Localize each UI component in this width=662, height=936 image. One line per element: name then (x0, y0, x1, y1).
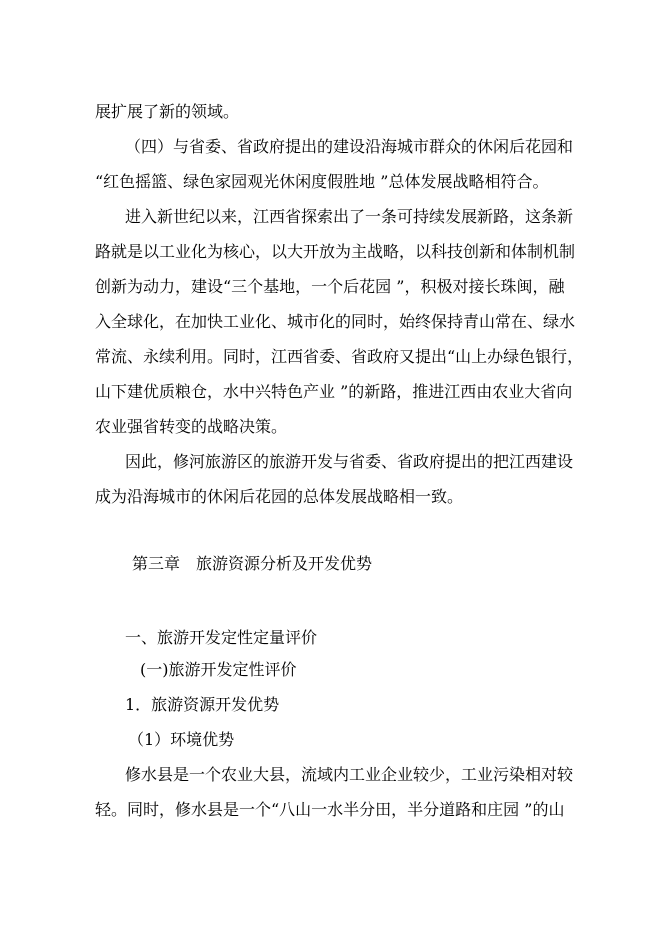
text-line-2: （四）与省委、省政府提出的建设沿海城市群众的休闲后花园和 (125, 137, 574, 156)
text-line-3: “红色摇篮、绿色家园观光休闲度假胜地 ”总体发展战略相符合。 (95, 172, 549, 191)
text-line-6: 创新为动力，建设“三个基地，一个后花园 ”，积极对接长珠闽，融 (95, 277, 565, 296)
text-line-5: 路就是以工业化为核心，以大开放为主战略，以科技创新和体制机制 (95, 242, 576, 261)
text-line-9: 山下建优质粮仓，水中兴特色产业 ”的新路，推进江西由农业大省向 (95, 382, 573, 401)
text-line-1: 展扩展了新的领域。 (95, 102, 240, 121)
text-line-7: 入全球化，在加快工业化、城市化的同时，始终保持青山常在、绿水 (95, 312, 576, 331)
subsection-heading: (一)旅游开发定性评价 (140, 660, 297, 679)
chapter-heading: 第三章 旅游资源分析及开发优势 (132, 554, 373, 573)
text-line-10: 农业强省转变的战略决策。 (95, 417, 288, 436)
text-line-13: 修水县是一个农业大县，流域内工业企业较少，工业污染相对较 (125, 765, 574, 784)
subitem-heading: （1）环境优势 (128, 730, 235, 749)
text-line-14: 轻。同时，修水县是一个“八山一水半分田，半分道路和庄园 ”的山 (95, 800, 565, 819)
item-heading: 1．旅游资源开发优势 (125, 695, 280, 714)
text-line-12: 成为沿海城市的休闲后花园的总体发展战略相一致。 (95, 487, 464, 506)
text-line-8: 常流、永续利用。同时，江西省委、省政府又提出“山上办绿色银行， (95, 347, 584, 366)
section-heading: 一、旅游开发定性定量评价 (125, 628, 318, 647)
text-line-11: 因此，修河旅游区的旅游开发与省委、省政府提出的把江西建设 (125, 452, 574, 471)
text-line-4: 进入新世纪以来，江西省探索出了一条可持续发展新路，这条新 (125, 207, 574, 226)
